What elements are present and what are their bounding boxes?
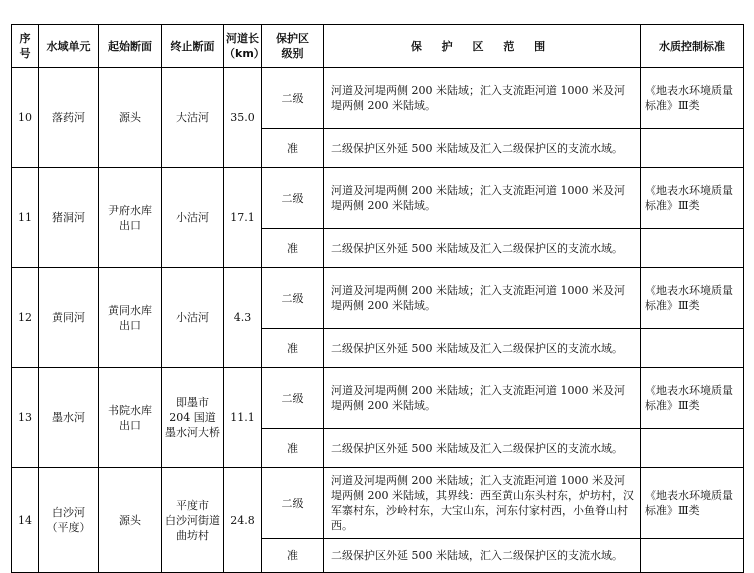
table-row — [12, 268, 744, 329]
cell-scope-quasi: 二级保护区外延 500 米陆域及汇入二级保护区的支流水域。 — [324, 429, 641, 468]
cell-scope-secondary: 河道及河堤两侧 200 米陆域；汇入支流距河道 1000 米及河堤两侧 200 米陆域。 — [324, 168, 641, 229]
cell-seq: 14 — [12, 468, 39, 573]
cell-seq: 11 — [12, 168, 39, 268]
cell-scope-quasi: 二级保护区外延 500 米陆域及汇入二级保护区的支流水域。 — [324, 229, 641, 268]
table-row — [12, 68, 744, 129]
cell-standard-empty — [641, 429, 744, 468]
table-row — [12, 468, 744, 539]
cell-unit: 墨水河 — [39, 368, 99, 468]
cell-unit: 落药河 — [39, 68, 99, 168]
cell-standard: 《地表水环境质量标准》Ⅲ类 — [641, 68, 744, 129]
header-length: 河道长 （km） — [224, 25, 262, 68]
cell-seq: 12 — [12, 268, 39, 368]
cell-length: 17.1 — [224, 168, 262, 268]
header-level: 保护区 级别 — [262, 25, 324, 68]
cell-end: 小沽河 — [162, 268, 224, 368]
cell-scope-quasi: 二级保护区外延 500 米陆域及汇入二级保护区的支流水域。 — [324, 129, 641, 168]
header-seq: 序 号 — [12, 25, 39, 68]
cell-scope-secondary: 河道及河堤两侧 200 米陆域；汇入支流距河道 1000 米及河堤两侧 200 米陆域。 — [324, 268, 641, 329]
cell-length: 11.1 — [224, 368, 262, 468]
cell-level-secondary: 二级 — [262, 168, 324, 229]
cell-level-quasi: 准 — [262, 129, 324, 168]
header-unit: 水域单元 — [39, 25, 99, 68]
cell-seq: 13 — [12, 368, 39, 468]
cell-start: 书院水库 出口 — [99, 368, 162, 468]
cell-end: 平度市 白沙河街道 曲坊村 — [162, 468, 224, 573]
cell-standard: 《地表水环境质量标准》Ⅲ类 — [641, 268, 744, 329]
cell-end: 小沽河 — [162, 168, 224, 268]
cell-unit: 猪洞河 — [39, 168, 99, 268]
table-header-row — [12, 25, 744, 68]
cell-end: 大沽河 — [162, 68, 224, 168]
cell-start: 源头 — [99, 68, 162, 168]
cell-start: 尹府水库 出口 — [99, 168, 162, 268]
protection-zone-table — [11, 24, 744, 573]
header-end: 终止断面 — [162, 25, 224, 68]
table-row — [12, 368, 744, 429]
cell-length: 35.0 — [224, 68, 262, 168]
cell-standard-empty — [641, 229, 744, 268]
cell-level-secondary: 二级 — [262, 68, 324, 129]
table-body — [12, 68, 744, 573]
cell-level-secondary: 二级 — [262, 468, 324, 539]
cell-end: 即墨市 204 国道 墨水河大桥 — [162, 368, 224, 468]
cell-level-quasi: 准 — [262, 539, 324, 573]
cell-standard-empty — [641, 539, 744, 573]
cell-standard-empty — [641, 329, 744, 368]
cell-standard: 《地表水环境质量标准》Ⅲ类 — [641, 468, 744, 539]
cell-length: 4.3 — [224, 268, 262, 368]
cell-level-quasi: 准 — [262, 429, 324, 468]
cell-standard: 《地表水环境质量标准》Ⅲ类 — [641, 168, 744, 229]
cell-standard-empty — [641, 129, 744, 168]
cell-seq: 10 — [12, 68, 39, 168]
cell-unit: 黄同河 — [39, 268, 99, 368]
cell-standard: 《地表水环境质量标准》Ⅲ类 — [641, 368, 744, 429]
cell-start: 源头 — [99, 468, 162, 573]
header-scope: 保 护 区 范 围 — [324, 25, 641, 68]
cell-scope-secondary: 河道及河堤两侧 200 米陆域；汇入支流距河道 1000 米及河堤两侧 200 米陆域，其界线：西至黄山东头村东，炉坊村，汉军寨村东，沙岭村东，大宝山东，河东付家村西，小鱼脊山村西。 — [324, 468, 641, 539]
cell-level-secondary: 二级 — [262, 368, 324, 429]
header-standard: 水质控制标准 — [641, 25, 744, 68]
cell-scope-quasi: 二级保护区外延 500 米陆域，汇入二级保护区的支流水域。 — [324, 539, 641, 573]
header-start: 起始断面 — [99, 25, 162, 68]
cell-level-secondary: 二级 — [262, 268, 324, 329]
cell-scope-secondary: 河道及河堤两侧 200 米陆域；汇入支流距河道 1000 米及河堤两侧 200 米陆域。 — [324, 368, 641, 429]
cell-scope-quasi: 二级保护区外延 500 米陆域及汇入二级保护区的支流水域。 — [324, 329, 641, 368]
cell-scope-secondary: 河道及河堤两侧 200 米陆域；汇入支流距河道 1000 米及河堤两侧 200 米陆域。 — [324, 68, 641, 129]
cell-level-quasi: 准 — [262, 329, 324, 368]
cell-length: 24.8 — [224, 468, 262, 573]
cell-level-quasi: 准 — [262, 229, 324, 268]
table-row — [12, 168, 744, 229]
cell-start: 黄同水库 出口 — [99, 268, 162, 368]
cell-unit: 白沙河 （平度） — [39, 468, 99, 573]
